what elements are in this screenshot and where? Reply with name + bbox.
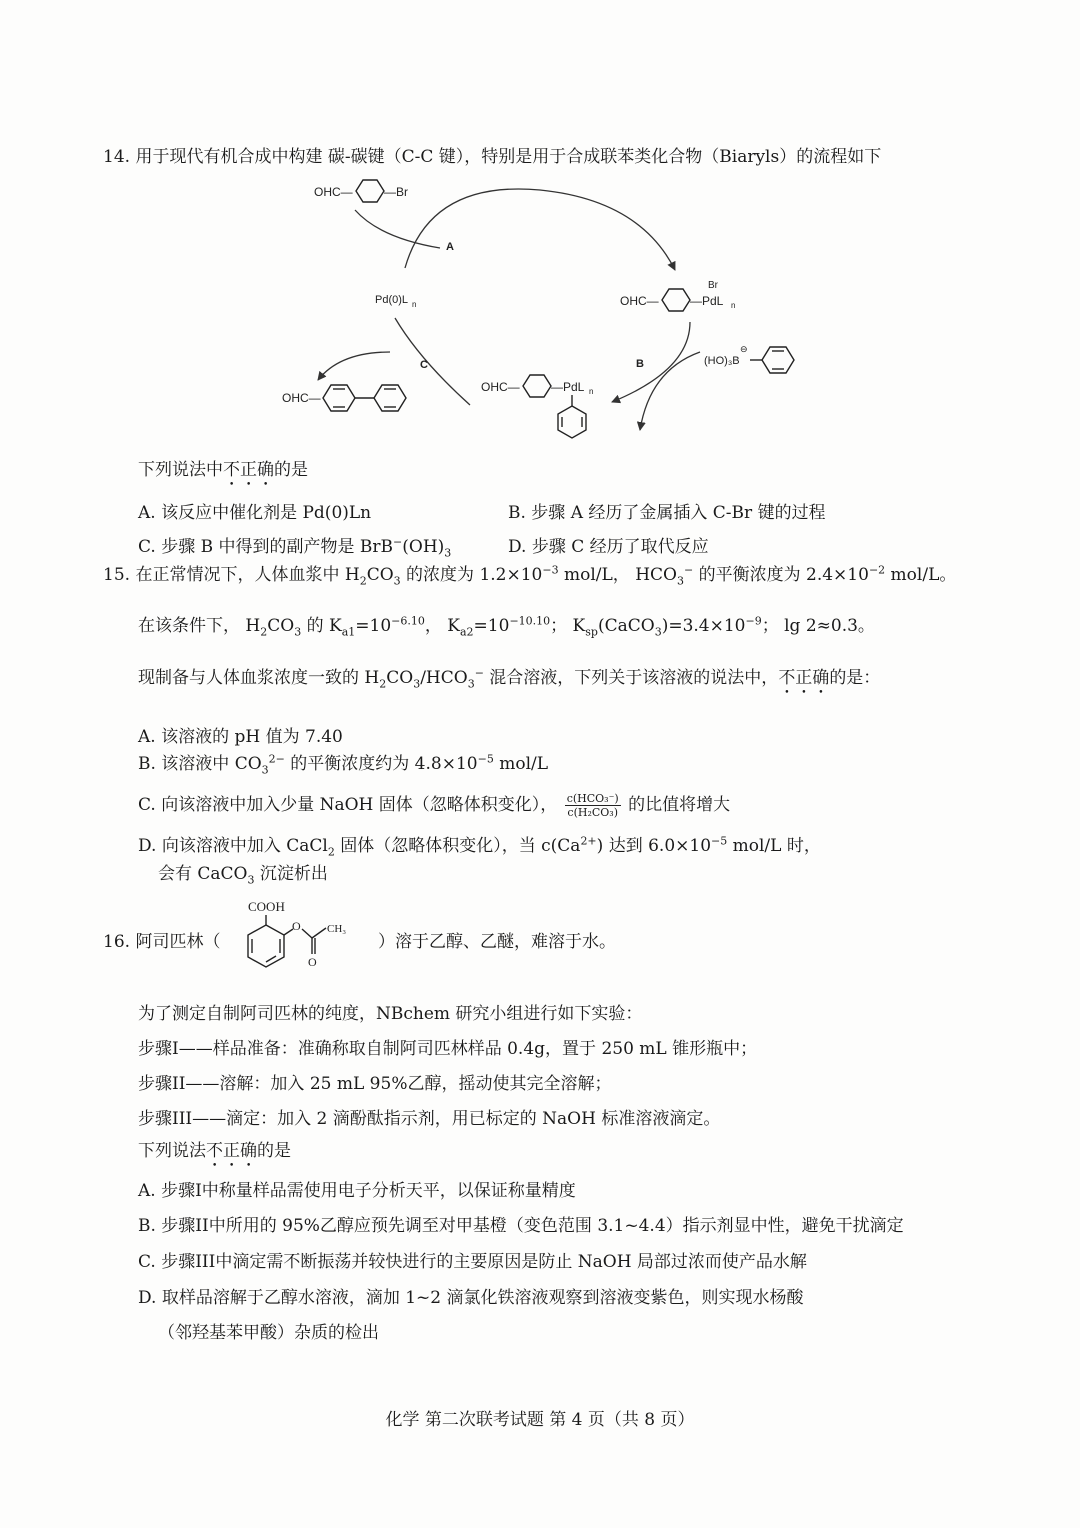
start-br-label: —Br bbox=[384, 185, 408, 199]
q14-option-a[interactable]: A. 该反应中催化剂是 Pd(0)Ln bbox=[138, 503, 372, 523]
product-ring-1 bbox=[323, 385, 355, 411]
intermediate2-ring bbox=[523, 375, 551, 397]
q16-intro: 为了测定自制阿司匹林的纯度，NBchem 研究小组进行如下实验： bbox=[138, 1004, 643, 1024]
arrow-step-a bbox=[405, 189, 675, 270]
svg-text:OHC—: OHC— bbox=[282, 391, 321, 405]
catalyst-pd0 bbox=[375, 294, 416, 309]
svg-text:—PdL: —PdL bbox=[551, 380, 585, 394]
emphasis-incorrect: 不正确 bbox=[223, 460, 274, 480]
intermediate2-phenyl bbox=[558, 406, 586, 438]
emphasis-incorrect: 不正确 bbox=[206, 1141, 257, 1161]
page-footer: 化学 第二次联考试题 第 4 页（共 8 页） bbox=[385, 1410, 695, 1430]
q14-option-c[interactable]: C. 步骤 B 中得到的副产物是 $BrB^-(OH)_3$ bbox=[138, 535, 452, 560]
q16-prompt: 下列说法不正确的是 bbox=[138, 1141, 291, 1161]
start-benzene-ring bbox=[356, 180, 384, 202]
product-biaryl bbox=[282, 385, 406, 411]
emphasis-incorrect: 不正确 bbox=[778, 668, 830, 688]
intermediate-transmetalation bbox=[481, 375, 593, 438]
q14-option-b[interactable]: B. 步骤 A 经历了金属插入 C-Br 键的过程 bbox=[508, 503, 826, 523]
arrow-step-c-up bbox=[395, 318, 470, 405]
q15-option-d[interactable]: D. 向该溶液中加入 CaCl$_2$ 固体（忽略体积变化），当 $c(Ca^{2+})$ 达到 $6.0\times 10^{-5}$ mol/L 时， bbox=[138, 834, 821, 859]
svg-text:n: n bbox=[589, 387, 594, 396]
q14-option-d[interactable]: D. 步骤 C 经历了取代反应 bbox=[508, 537, 709, 557]
q14-stem-text: 用于现代有机合成中构建 碳-碳键（C-C 键），特别是用于合成联苯类化合物（Biaryls）的流程如下 bbox=[135, 147, 882, 167]
q15-line1: 15. 在正常情况下，人体血浆中 $H_2CO_3$ 的浓度为 $1.2\times 10^{-3}$ mol/L， $HCO_3^-$ 的平衡浓度为 $2.4\times 10^{-2}$ mol/L。 bbox=[103, 563, 957, 588]
q16-option-d[interactable]: D. 取样品溶解于乙醇水溶液，滴加 1~2 滴氯化铁溶液观察到溶液变紫色，则实现水杨酸 bbox=[138, 1288, 804, 1308]
arrow-boronate-in bbox=[640, 352, 700, 430]
catalyst-label: Pd(0)L bbox=[375, 294, 409, 306]
boronate-ring bbox=[762, 347, 794, 373]
intermediate1-br: Br bbox=[708, 280, 718, 291]
start-material-bromobenzaldehyde bbox=[314, 180, 408, 202]
arrow-step-b bbox=[612, 322, 690, 402]
svg-text:⊖: ⊖ bbox=[740, 344, 748, 354]
q15-line3: 现制备与人体血浆浓度一致的 $H_2CO_3/HCO_3^-$ 混合溶液，下列关于该溶液的说法中，不正确的是： bbox=[138, 666, 881, 691]
svg-text:CH₃: CH₃ bbox=[327, 923, 347, 935]
boronate-label: (HO)₃B bbox=[704, 355, 740, 367]
arrow-start-in bbox=[355, 210, 440, 248]
product-ring-2 bbox=[374, 385, 406, 411]
boronate-reagent bbox=[704, 344, 794, 373]
q14-prompt: 下列说法中不正确的是 bbox=[138, 460, 308, 480]
intermediate-oxidative-addition bbox=[620, 280, 735, 311]
label-step-c: C bbox=[420, 359, 428, 371]
svg-text:—PdL: —PdL bbox=[690, 294, 724, 308]
q16-step3: 步骤III——滴定：加入 2 滴酚酞指示剂，用已标定的 NaOH 标准溶液滴定。 bbox=[138, 1109, 721, 1129]
q15-option-a[interactable]: A. 该溶液的 pH 值为 7.40 bbox=[138, 727, 343, 747]
start-ohc-label: OHC— bbox=[314, 185, 353, 199]
svg-text:OHC—: OHC— bbox=[481, 380, 520, 394]
q15-option-d-cont: 会有 CaCO$_3$ 沉淀析出 bbox=[158, 864, 328, 887]
q16-number: 16. bbox=[103, 932, 131, 952]
q14-number: 14. bbox=[103, 147, 131, 167]
q16-option-b[interactable]: B. 步骤II中所用的 95%乙醇应预先调至对甲基橙（变色范围 3.1~4.4）指示剂显中性，避免干扰滴定 bbox=[138, 1216, 904, 1236]
q15-option-b[interactable]: B. 该溶液中 $CO_3^{2-}$ 的平衡浓度约为 $4.8\times 10^{-5}$ mol/L bbox=[138, 752, 549, 777]
q16-step1: 步骤I——样品准备：准确称取自制阿司匹林样品 0.4g，置于 250 mL 锥形瓶中； bbox=[138, 1039, 758, 1059]
svg-text:n: n bbox=[731, 301, 736, 310]
q16-stem-end: ）溶于乙醇、乙醚，难溶于水。 bbox=[378, 932, 616, 952]
label-step-b: B bbox=[636, 358, 644, 370]
aspirin-cooh: COOH bbox=[248, 899, 285, 914]
q16-option-d-cont: （邻羟基苯甲酸）杂质的检出 bbox=[158, 1323, 379, 1343]
concentration-ratio-fraction: c(HCO₃⁻) c(H₂CO₃) bbox=[566, 792, 619, 819]
svg-text:n: n bbox=[412, 300, 417, 309]
q15-number: 15. bbox=[103, 565, 131, 585]
arrow-step-c-out bbox=[318, 352, 390, 380]
svg-text:O: O bbox=[308, 955, 317, 969]
q16-option-a[interactable]: A. 步骤I中称量样品需使用电子分析天平，以保证称量精度 bbox=[138, 1181, 576, 1201]
svg-text:OHC—: OHC— bbox=[620, 294, 659, 308]
label-step-a: A bbox=[446, 241, 454, 253]
intermediate1-ring bbox=[662, 289, 690, 311]
aspirin-structure bbox=[248, 899, 346, 969]
q14-stem bbox=[103, 142, 881, 167]
svg-text:O: O bbox=[292, 919, 301, 933]
q16-stem-start: 16. 阿司匹林（ bbox=[103, 932, 221, 952]
q16-option-c[interactable]: C. 步骤III中滴定需不断振荡并较快进行的主要原因是防止 NaOH 局部过浓而使产品水解 bbox=[138, 1252, 807, 1272]
q16-step2: 步骤II——溶解：加入 25 mL 95%乙醇，摇动使其完全溶解； bbox=[138, 1074, 612, 1094]
q15-option-c[interactable]: C. 向该溶液中加入少量 NaOH 固体（忽略体积变化）， c(HCO₃⁻) c(H₂CO₃) 的比值将增大 bbox=[138, 792, 731, 819]
q15-line2: 在该条件下， $H_2CO_3$ 的 $K_{a1}=10^{-6.10}$， $K_{a2}=10^{-10.10}$； $K_{sp}(CaCO_3)=3.4\times 10^{-9}$； lg 2≈0.3。 bbox=[138, 614, 875, 639]
aspirin-ring bbox=[248, 925, 284, 967]
